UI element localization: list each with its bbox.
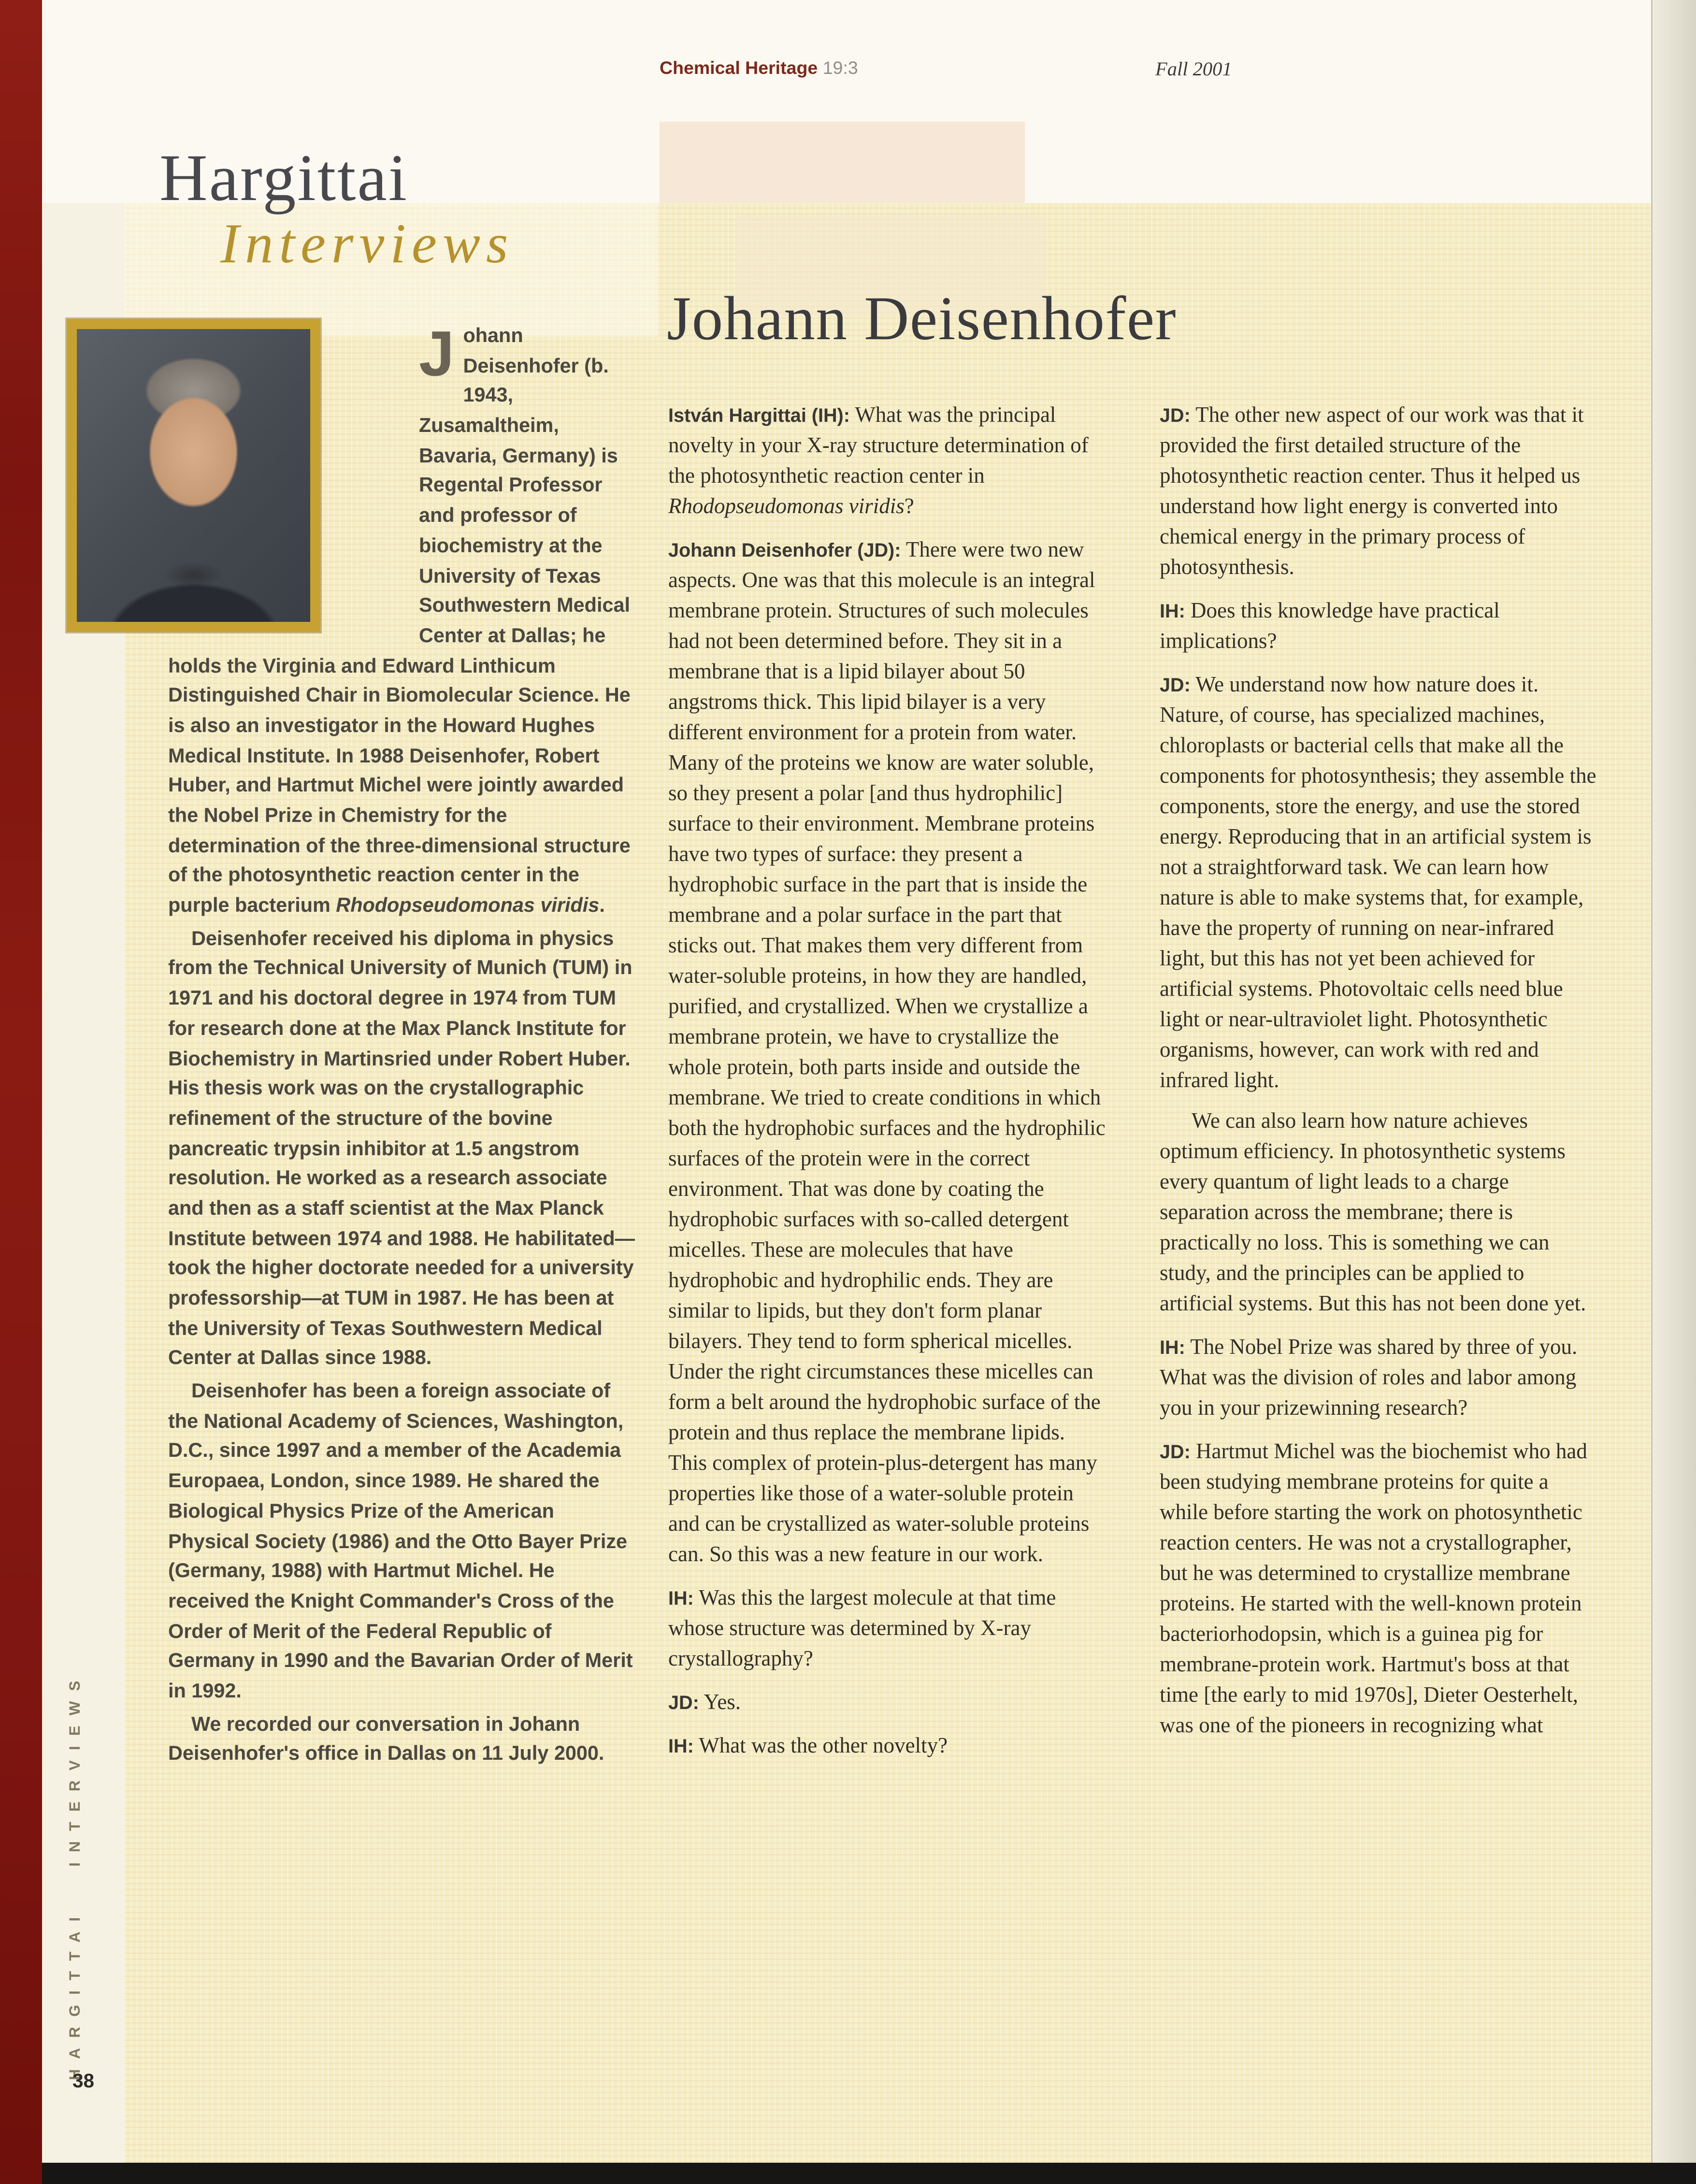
scan-edge bbox=[1651, 0, 1696, 2184]
speaker-label: István Hargittai (IH): bbox=[668, 404, 850, 426]
page-number: 38 bbox=[72, 2070, 95, 2092]
answer-text: We can also learn how nature achieves optimum efficiency. In photosynthetic systems every quantum of light leads to a charge separation across the membrane; there is practically no loss. This is something we can study, and the principles can be applied to artificial systems. But this has not been done yet. bbox=[1160, 1110, 1586, 1316]
bio-text: ohann Deisenhofer (b. 1943, Zusamaltheim, Bavaria, Germany) is Regental Professor and professor of biochemistry at the University of Texas Southwestern Medical Center at Dallas; he holds the Virginia and Edward Linthicum Distinguished Chair in Biomolecular Science. He is also an investigator in the Howard Hughes Medical Institute. In 1988 Deisenhofer, Robert Huber, and Hartmut Michel were jointly awarded the Nobel Prize in Chemistry for the determination of the three-dimensional structure of the photosynthetic reaction center in the purple bacterium bbox=[168, 325, 631, 917]
section-vertical-label: HARGITTAI INTERVIEWS bbox=[67, 1670, 84, 2080]
answer-paragraph bbox=[1160, 402, 1597, 584]
answer-text: There were two new aspects. One was that this molecule is an integral membrane protein. Structures of such molecules had not been determined before. They sit in a membrane that is a lipid bilayer about 50 angstroms thick. This lipid bilayer is a very different environment for a protein from water. Many of the proteins we know are water soluble, so they present a polar [and thus hydrophilic] surface to their environment. Membrane proteins have two types of surface: they present a hydrophobic surface in the part that is inside the membrane and a polar surface in the part that sticks out. That makes them very different from water-soluble proteins, in how they are handled, purified, and crystallized. When we crystallize a membrane protein, we have to crystallize the whole protein, both parts inside and outside the membrane. We tried to create conditions in which both the hydrophobic surfaces and the hydrophilic surfaces of the protein were in the correct environment. That was done by coating the hydrophobic surfaces with so-called detergent micelles. These are molecules that have hydrophobic and hydrophilic ends. They are similar to lipids, but they don't form planar bilayers. They tend to form spherical micelles. Under the right circumstances these micelles can form a belt around the hydrophobic surface of the protein and thus replace the membrane lipids. This complex of protein-plus-detergent has many properties like those of a water-soluble protein and can be crystallized as water-soluble proteins can. So this was a new feature in our work. bbox=[668, 539, 1106, 1567]
journal-issue: 19:3 bbox=[822, 58, 858, 78]
question-text: Was this the largest molecule at that time whose structure was determined by X-ray crystallography? bbox=[668, 1587, 1056, 1671]
speaker-label: IH: bbox=[1160, 600, 1185, 622]
bio-paragraph: We recorded our conversation in Johann Deisenhofer's office in Dallas on 11 July 2000. bbox=[168, 1712, 604, 1765]
interview-column-1 bbox=[668, 402, 1106, 1776]
interview-column-2 bbox=[1160, 402, 1597, 1755]
speaker-label: JD: bbox=[1160, 404, 1191, 426]
article-title: Johann Deisenhofer bbox=[667, 286, 1177, 354]
question-paragraph bbox=[668, 1584, 1106, 1676]
question-text: Does this knowledge have practical implications? bbox=[1160, 600, 1500, 654]
speaker-label: IH: bbox=[1160, 1336, 1185, 1358]
question-paragraph bbox=[668, 1732, 1106, 1763]
species-name-italic: Rhodopseudomonas viridis bbox=[336, 894, 600, 917]
question-paragraph bbox=[1160, 1334, 1597, 1425]
spine-red-strip bbox=[0, 0, 42, 2184]
question-text: ? bbox=[904, 496, 914, 519]
scan-bottom-edge bbox=[42, 2163, 1696, 2184]
masthead-hargittai: Hargittai bbox=[159, 141, 409, 215]
masthead-interviews: Interviews bbox=[220, 213, 514, 275]
drop-cap: J bbox=[419, 319, 455, 390]
question-text: What was the other novelty? bbox=[693, 1735, 948, 1758]
speaker-label: JD: bbox=[1160, 674, 1191, 696]
answer-paragraph bbox=[668, 1689, 1106, 1719]
bio-text: . bbox=[599, 894, 605, 917]
answer-text: Hartmut Michel was the biochemist who had been studying membrane proteins for quite a while before starting the work on photosynthetic reaction centers. He was not a crystallographer, but he was determined to crystallize membrane proteins. He started with the well-known protein bacteriorhodopsin, which is a guinea pig for membrane-protein work. Hartmut's boss at that time [the early to mid 1970s], Dieter Oesterhelt, was one of the pioneers in recognizing what bbox=[1160, 1441, 1587, 1738]
answer-text: Yes. bbox=[699, 1692, 741, 1715]
issue-date: Fall 2001 bbox=[1155, 58, 1232, 80]
question-text: What was the principal novelty in your X-ray structure determination of the photosynthetic reaction center in bbox=[668, 404, 1089, 489]
photo-spacer bbox=[168, 322, 419, 638]
speaker-label: IH: bbox=[668, 1735, 694, 1757]
speaker-label: Johann Deisenhofer (JD): bbox=[668, 539, 901, 561]
question-paragraph bbox=[668, 402, 1106, 523]
bio-paragraph: Deisenhofer has been a foreign associate of the National Academy of Sciences, Washington, D.C., since 1997 and a member of the Academia Europaea, London, since 1989. He shared the Biological Physics Prize of the American Physical Society (1986) and the Otto Bayer Prize (Germany, 1988) with Hartmut Michel. He received the Knight Commander's Cross of the Order of Merit of the Federal Republic of Germany in 1990 and the Bavarian Order of Merit in 1992. bbox=[168, 1380, 633, 1702]
bio-paragraph: Deisenhofer received his diploma in physics from the Technical University of Munich (TUM) in 1971 and his doctoral degree in 1974 from TUM for research done at the Max Planck Institute for Biochemistry in Martinsried under Robert Huber. His thesis work was on the crystallographic refinement of the structure of the bovine pancreatic trypsin inhibitor at 1.5 angstrom resolution. He worked as a research associate and then as a staff scientist at the Max Planck Institute between 1974 and 1988. He habilitated—took the higher doctorate needed for a university professorship—at TUM in 1987. He has been at the University of Texas Southwestern Medical Center at Dallas since 1988. bbox=[168, 927, 635, 1369]
bio-column bbox=[168, 319, 641, 1770]
species-name-italic: Rhodopseudomonas viridis bbox=[668, 496, 905, 519]
answer-text: We understand now how nature does it. Nature, of course, has specialized machines, chloroplasts or bacterial cells that make all the components for photosynthesis; they assemble the components, store the energy, and use the stored energy. Reproducing that in an artificial system is not a straightforward task. We can learn how nature is able to make systems that, for example, have the property of running on near-infrared light, but this has not yet been achieved for artificial systems. Photovoltaic cells need blue light or near-ultraviolet light. Photosynthetic organisms, however, can work with red and infrared light. bbox=[1160, 674, 1596, 1093]
answer-paragraph bbox=[1160, 1107, 1597, 1321]
speaker-label: IH: bbox=[668, 1587, 694, 1609]
answer-paragraph bbox=[1160, 1438, 1597, 1742]
journal-name: Chemical Heritage bbox=[660, 58, 818, 78]
question-text: The Nobel Prize was shared by three of you. What was the division of roles and labor among you in your prizewinning research? bbox=[1160, 1336, 1578, 1421]
answer-paragraph bbox=[1160, 671, 1597, 1097]
showthrough-artifact bbox=[660, 122, 1025, 203]
answer-paragraph bbox=[668, 536, 1106, 1571]
answer-text: The other new aspect of our work was that it provided the first detailed structure of the photosynthetic reaction center. Thus it helped us understand how light energy is converted into chemical energy in the primary process of photosynthesis. bbox=[1160, 404, 1584, 580]
question-paragraph bbox=[1160, 597, 1597, 658]
running-head bbox=[660, 58, 858, 78]
speaker-label: JD: bbox=[668, 1692, 699, 1713]
speaker-label: JD: bbox=[1160, 1441, 1191, 1463]
